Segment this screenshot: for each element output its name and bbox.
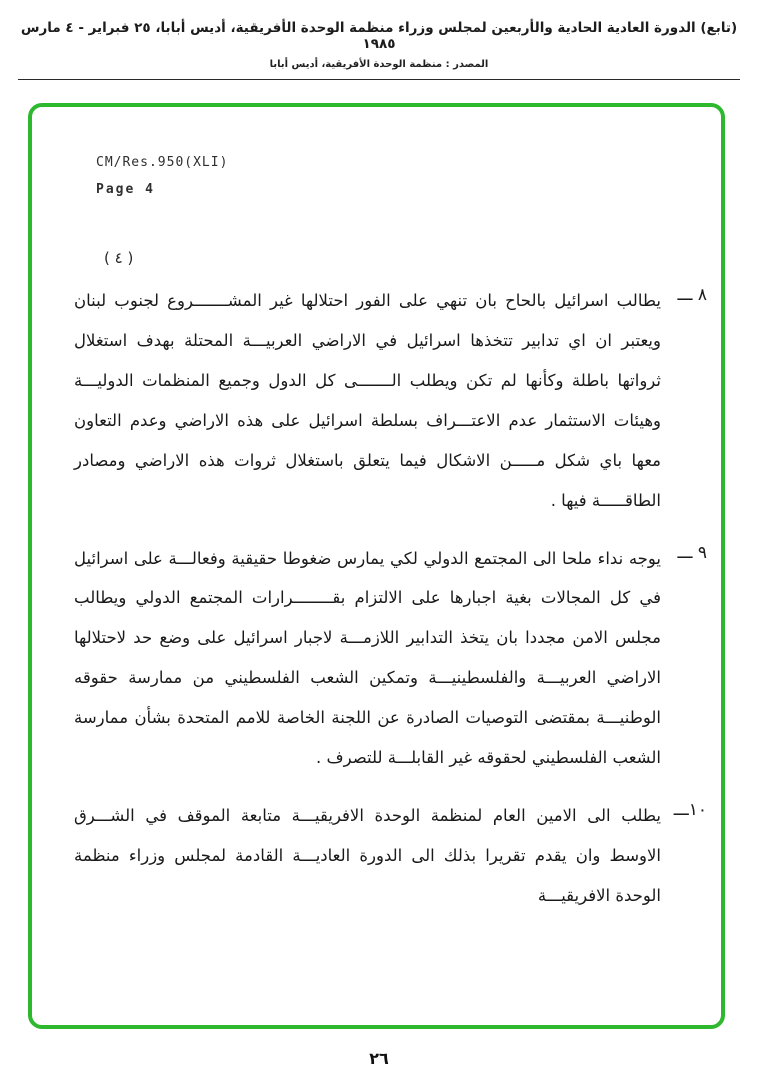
paragraph-8	[74, 281, 707, 521]
paragraph-number: ٨ ـــ	[677, 285, 707, 305]
paragraph-text: يوجه نداء ملحا الى المجتمع الدولي لكي يمارس ضغوطا حقيقية وفعالـــة على اسرائيل في كل المجالات بغية اجبارها على الالتزام بقــــــــرارات المجتمع الدولي ويطالب مجلس الامن مجددا بان يتخذ التدابير اللازمـــة لاجبار اسرائيل على وضع حد لاحتلالها الاراضي العربيـــة والفلسطينيـــة وتمكين الشعب الفلسطيني من ممارسة حقوقه الوطنيـــة بمقتضى التوصيات الصادرة عن اللجنة الخاصة للامم المتحدة بشأن ممارسة الشعب الفلسطيني لحقوقه غير القابلـــة للتصرف .	[74, 548, 661, 768]
paragraph-10	[74, 796, 707, 916]
paragraph-text: يطلب الى الامين العام لمنظمة الوحدة الافريقيـــة متابعة الموقف في الشـــرق الاوسط وان يقدم تقريرا بذلك الى الدورة العاديـــة القادمة لمجلس وزراء منظمة الوحدة الافريقيـــة	[74, 806, 661, 905]
header-divider	[18, 79, 740, 80]
page-label: Page 4	[96, 182, 155, 197]
reference-block	[96, 155, 721, 197]
paragraph-number: ٩ ـــ	[677, 542, 707, 563]
scan-frame	[28, 103, 725, 1029]
document-reference: CM/Res.950(XLI)	[96, 155, 229, 170]
paragraph-text: يطالب اسرائيل بالحاح بان تنهي على الفور احتلالها غير المشـــــــروع لجنوب لبنان ويعتبر ان اي تدابير تتخذها اسرائيل في الاراضي العربيـــة المحتلة بهدف استغلال ثرواتها باطلة وكأنها لم تكن ويطلب الـــــــى كل الدول وجميع المنظمات الدوليـــة وهيئات الاستثمار عدم الاعتـــراف بسلطة اسرائيل على هذه الاراضي وعدم التعاون معها باي شكل مـــــن الاشكال فيما يتعلق باستغلال ثروات هذه الاراضي ومصادر الطاقـــــة فيها .	[74, 291, 661, 510]
paragraph-9	[74, 539, 707, 779]
section-marker: ( ٤ )	[104, 249, 134, 267]
header-title: (تابع) الدورة العادية الحادية والأربعين لمجلس وزراء منظمة الوحدة الأفريقية، أديس أبابا، ٢٥ فبراير - ٤ مارس ١٩٨٥	[20, 20, 738, 52]
footer-page-number: ٢٦	[369, 1049, 389, 1068]
paragraph-number: ١٠ـــ	[673, 800, 707, 821]
document-body	[32, 267, 721, 916]
source-line: المصدر : منظمة الوحدة الأفريقية، أديس أبابا	[269, 59, 489, 70]
